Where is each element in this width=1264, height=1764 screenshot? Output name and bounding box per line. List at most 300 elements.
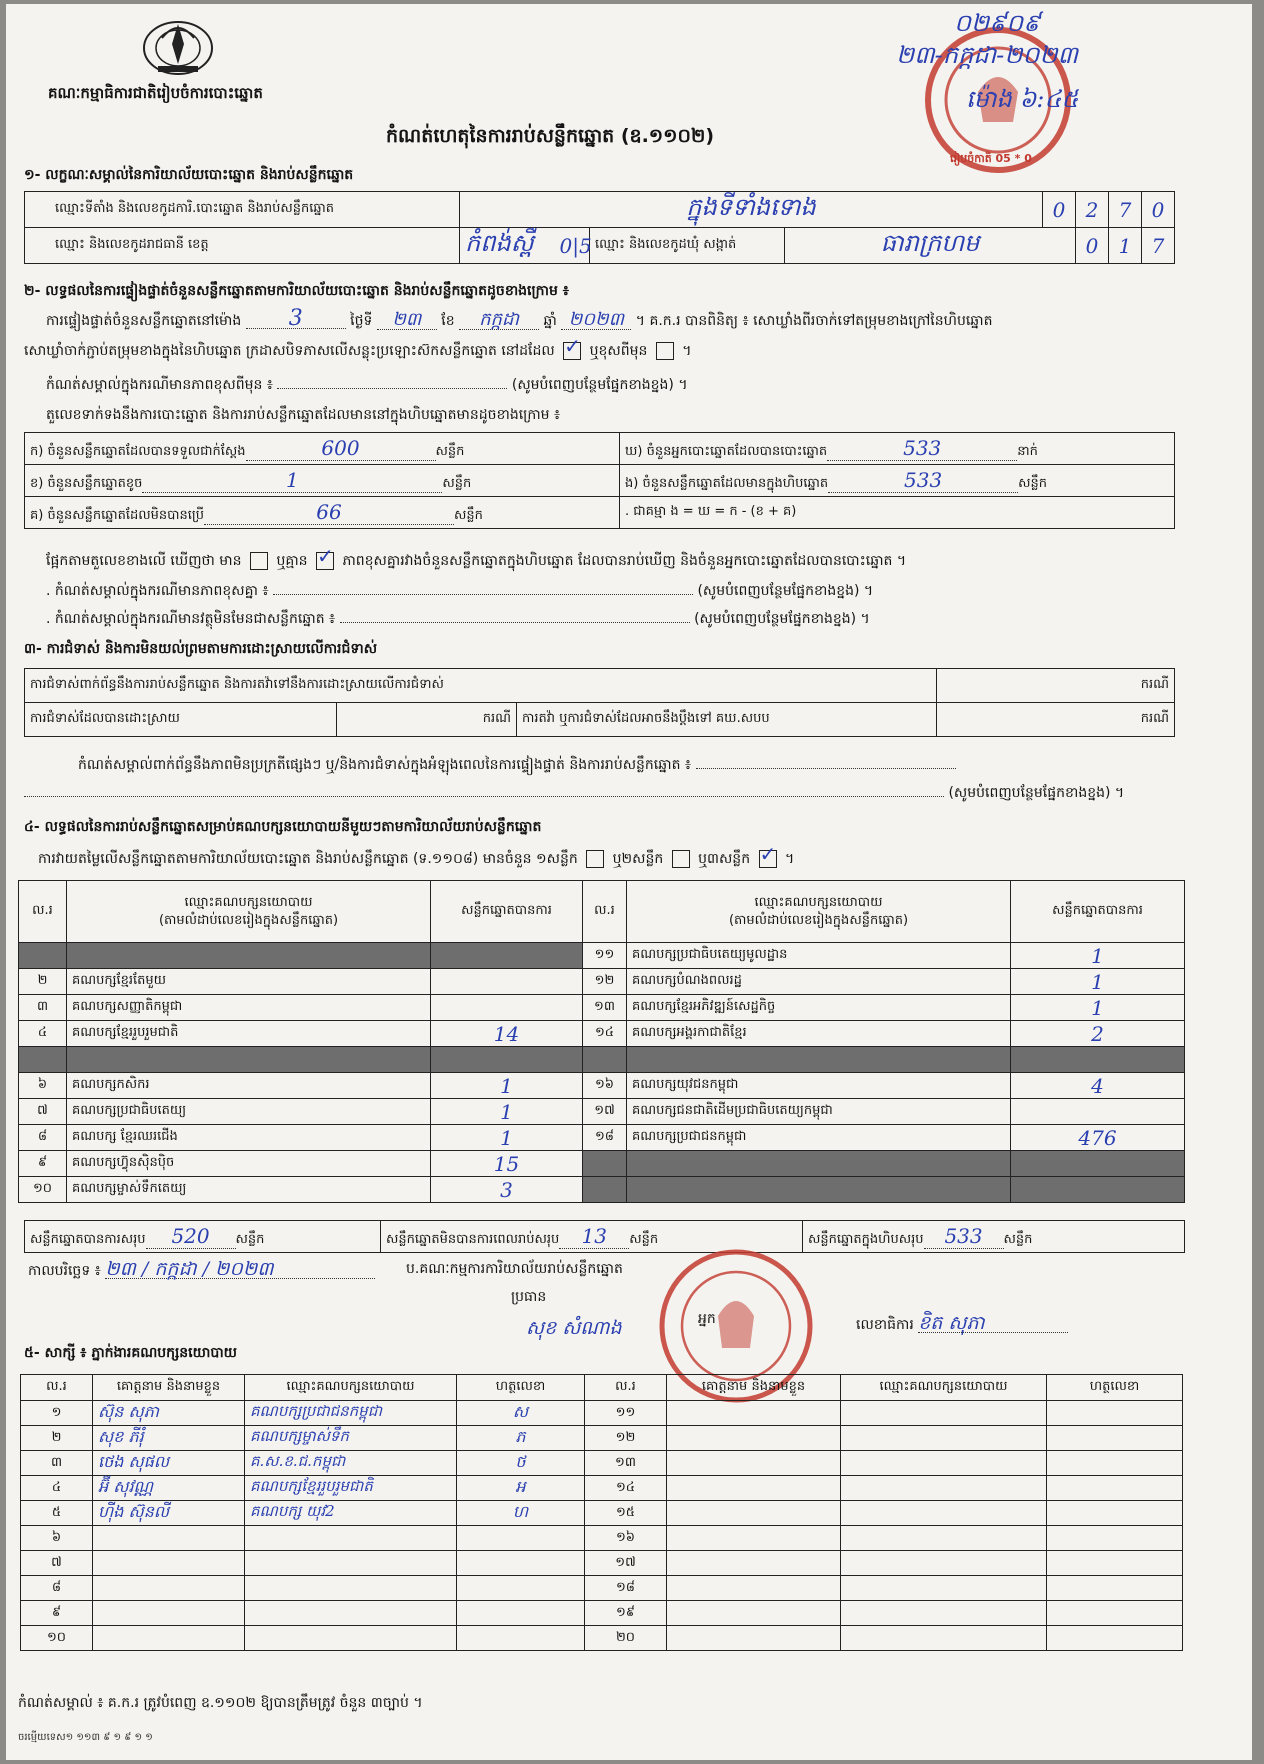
month-label: ខែ [441, 313, 455, 329]
party-votes [431, 1047, 583, 1073]
witness-name [667, 1426, 841, 1451]
three-sheets-checkbox[interactable] [759, 850, 777, 868]
witness-sign-header: ហត្ថលេខា [1047, 1375, 1183, 1401]
voters-voted-value: 533 [827, 436, 1017, 461]
party-number: ១៣ [583, 995, 627, 1021]
section1-heading: ១- លក្ខណៈសម្គាល់នៃការិយាល័យបោះឆ្នោត និងរាប់សន្លឹកឆ្នោត [24, 167, 354, 183]
box-total-value: 533 [924, 1224, 1004, 1249]
ballot-figures-table [24, 432, 1175, 529]
footer-code: ចរម្មើយទេស១ ១១៣ ៩ ១ ៩ ១ ១ [18, 1732, 153, 1743]
three-sheets-label: ឬ៣សន្លឹក [698, 851, 751, 867]
witness-party [841, 1401, 1047, 1426]
party-votes [1011, 1151, 1185, 1177]
date-value: ២៣ / កក្កដា / ២០២៣ [105, 1260, 375, 1279]
party-votes [431, 969, 583, 995]
party-votes: 15 [431, 1151, 583, 1177]
witness-signature [457, 1526, 585, 1551]
witness-number: ៥ [21, 1501, 93, 1526]
foreign-object-line [46, 610, 870, 628]
witness-party [841, 1526, 1047, 1551]
party-row [19, 943, 1185, 969]
party-votes: 2 [1011, 1021, 1185, 1047]
invalid-total-value: 13 [559, 1224, 629, 1249]
one-sheet-checkbox[interactable] [586, 850, 604, 868]
spoiled-ballots-label: ខ) ចំនួនសន្លឹកឆ្នោតខូច [30, 475, 143, 491]
party-votes: 1 [1011, 943, 1185, 969]
witness-name [667, 1451, 841, 1476]
witness-name [93, 1551, 245, 1576]
party-name [627, 1177, 1011, 1203]
witness-name: សុខ ភីរុំ [93, 1426, 245, 1451]
seal-status-text: សោឃ្លាំចាក់ភ្ជាប់តម្រុមខាងក្នុងនៃហិបឆ្នោត ក្រដាសបិទភាសលើសន្លុះប្រឡោះស៊កសន្លឹកឆ្នោត នៅដដែល [24, 343, 555, 359]
witness-name [667, 1626, 841, 1651]
witness-party [245, 1626, 457, 1651]
witness-signature: ហ [457, 1501, 585, 1526]
spoiled-ballots-cell [25, 465, 620, 497]
appeal-label: ការតវ៉ា ឬការជំទាស់ដែលអាចនឹងប្តឹងទៅ គឃ.សបប [517, 703, 937, 737]
spoiled-ballots-value: 1 [142, 468, 442, 493]
station-code-digit: 2 [1076, 192, 1109, 228]
party-name: គណបក្សខ្មែរអភិវឌ្ឍន៍សេដ្ឋកិច្ច [627, 995, 1011, 1021]
witness-number: ២០ [585, 1626, 667, 1651]
national-emblem-icon [138, 14, 218, 78]
witness-name [93, 1601, 245, 1626]
col-party-header [67, 881, 431, 943]
formula-cell: . ជាគម្មា ង = ឃ = ក - (ខ + គ) [620, 497, 1175, 529]
footer-note: កំណត់សម្គាល់ ៖ គ.ក.រ ត្រូវបំពេញ ឧ.១១០២ ឱ្យបានត្រឹមត្រូវ ចំនួន ៣ច្បាប់ ។ [18, 1695, 423, 1711]
discrepancy-no-checkbox[interactable] [316, 552, 334, 570]
witness-table [20, 1374, 1183, 1651]
totals-table [24, 1220, 1185, 1253]
verification-time-label: ការផ្ទៀងផ្ទាត់ចំនួនសន្លឹកឆ្នោតនៅម៉ោង [46, 313, 242, 329]
witness-name: ស៊ុន សុភា [93, 1401, 245, 1426]
unit: នាក់ [1017, 443, 1038, 459]
resolved-objection-label: ការជំទាស់ដែលបានដោះស្រាយ [25, 703, 337, 737]
col-party-title: ឈ្មោះគណបក្សនយោបាយ [754, 894, 883, 910]
seal-changed-label: ឬខុសពីមុន [589, 343, 648, 359]
station-code-digit: 0 [1142, 192, 1175, 228]
party-name: គណបក្សប្រជាធិបតេយ្យ [67, 1099, 431, 1125]
party-row [19, 1177, 1185, 1203]
witness-number: ១៨ [585, 1576, 667, 1601]
party-row [19, 995, 1185, 1021]
party-name [627, 1047, 1011, 1073]
ballots-received-label: ក) ចំនួនសន្លឹកឆ្នោតដែលបានទទួលជាក់ស្តែង [30, 443, 246, 459]
witness-signature [1047, 1451, 1183, 1476]
stamp-number: ០២៩០៩ [954, 9, 1041, 37]
seal-note-line [46, 376, 688, 394]
party-votes: 4 [1011, 1073, 1185, 1099]
party-number: ២ [19, 969, 67, 995]
party-row [19, 1099, 1185, 1125]
party-number [583, 1177, 627, 1203]
party-number [583, 1047, 627, 1073]
stamp-date: ២៣-កក្កដា-២០២៣ [896, 41, 1079, 69]
witness-number: ៨ [21, 1576, 93, 1601]
party-number: ១៦ [583, 1073, 627, 1099]
witness-signature [1047, 1601, 1183, 1626]
ballots-in-box-label: ង) ចំនួនសន្លឹកឆ្នោតដែលមានក្នុងហិបឆ្នោត [625, 475, 829, 491]
ballots-in-box-cell [620, 465, 1175, 497]
commune-code-digit: 0 [1076, 228, 1109, 264]
party-votes [1011, 1099, 1185, 1125]
witness-signature: ថ [457, 1451, 585, 1476]
valid-total-label: សន្លឹកឆ្នោតបានការសរុប [30, 1231, 146, 1247]
secretary-signature: ខិត សុភា [918, 1314, 1068, 1333]
party-name: គណបក្សខ្មែរតែមួយ [67, 969, 431, 995]
verification-time-line [46, 306, 993, 331]
tally-sheet-text: ការវាយតម្លៃលើសន្លឹកឆ្នោតតាមការិយាល័យបោះឆ្នោត និងរាប់សន្លឹកឆ្នោត (ទ.១១០៨) មានចំនួន ១សន្លឹក [38, 851, 578, 867]
witness-signature [1047, 1401, 1183, 1426]
witness-number: ៦ [21, 1526, 93, 1551]
witness-signature [1047, 1576, 1183, 1601]
witness-name [667, 1576, 841, 1601]
chair-label: ប្រធាន [511, 1289, 547, 1305]
witness-party-header: ឈ្មោះគណបក្សនយោបាយ [245, 1375, 457, 1401]
section2-heading: ២- លទ្ធផលនៃការផ្ទៀងផ្ទាត់ចំនួនសន្លឹកឆ្នោតតាមការិយាល័យបោះឆ្នោត និងរាប់សន្លឹកឆ្នោតដូចខាងក្រោម ៖ [24, 283, 569, 299]
difference-note-hint: (សូមបំពេញបន្ថែមផ្នែកខាងខ្នង) ។ [697, 583, 874, 599]
case-count-cell: ករណី [337, 703, 517, 737]
irregularity-note-line2 [24, 784, 1124, 802]
party-number [19, 1047, 67, 1073]
stamp-time: ម៉ោង ៦:៤៥ [966, 85, 1079, 113]
irregularity-note-hint: (សូមបំពេញបន្ថែមផ្នែកខាងខ្នង) ។ [948, 785, 1125, 801]
unit: សន្លឹក [435, 443, 465, 459]
witness-no-header: ល.រ [585, 1375, 667, 1401]
witness-name [667, 1526, 841, 1551]
party-votes: 1 [431, 1099, 583, 1125]
witness-signature: ភ [457, 1426, 585, 1451]
party-name: គណបក្សប្រជាធិបតេយ្យមូលដ្ឋាន [627, 943, 1011, 969]
party-number: ១៤ [583, 1021, 627, 1047]
objection-table [24, 668, 1175, 737]
party-number: ៦ [19, 1073, 67, 1099]
witness-signature: អ [457, 1476, 585, 1501]
col-votes-header: សន្លឹកឆ្នោតបានការ [1011, 881, 1185, 943]
discrepancy-no-label: ឬគ្មាន [276, 553, 308, 569]
witness-party [841, 1601, 1047, 1626]
secretary-line [856, 1314, 1068, 1334]
valid-total-value: 520 [146, 1224, 236, 1249]
witness-party [245, 1526, 457, 1551]
col-party-subtitle: (តាមលំដាប់លេខរៀងក្នុងសន្លឹកឆ្នោត) [728, 912, 909, 928]
witness-row [21, 1426, 1183, 1451]
party-number [583, 1151, 627, 1177]
seal-status-line: សោឃ្លាំចាក់ភ្ជាប់តម្រុមខាងក្នុងនៃហិបឆ្នោត ក្រដាសបិទភាសលើសន្លុះប្រឡោះស៊កសន្លឹកឆ្នោត នៅដដែល ✓ ឬខុសពីមុន ។ [24, 342, 692, 360]
witness-row [21, 1476, 1183, 1501]
witness-party-header: ឈ្មោះគណបក្សនយោបាយ [841, 1375, 1047, 1401]
verification-year: ២០២៣ [561, 311, 631, 330]
unused-ballots-cell [25, 497, 620, 529]
party-votes [431, 943, 583, 969]
unit: សន្លឹក [1003, 1231, 1033, 1247]
case-count-cell: ករណី [937, 669, 1175, 703]
col-party-header [627, 881, 1011, 943]
polling-station-label: ឈ្មោះទីតាំង និងលេខកូដការិ.បោះឆ្នោត និងរាប់សន្លឹកឆ្នោត [25, 192, 460, 228]
witness-party [245, 1601, 457, 1626]
box-total-cell [803, 1221, 1185, 1253]
stamp-ring-text: រៀបចំកាតិ 05 * 0 [950, 152, 1032, 165]
witness-row [21, 1526, 1183, 1551]
witness-name [667, 1601, 841, 1626]
objection-label: ការជំទាស់ពាក់ព័ន្ធនឹងការរាប់សន្លឹកឆ្នោត និងការតវ៉ាទៅនឹងការដោះស្រាយលើការជំទាស់ [25, 669, 937, 703]
witness-number: ១២ [585, 1426, 667, 1451]
party-name: គណបក្សកសិករ [67, 1073, 431, 1099]
section3-heading: ៣- ការជំទាស់ និងការមិនយល់ព្រមតាមការដោះស្រាយលើការជំទាស់ [24, 641, 378, 657]
form-title: កំណត់ហេតុនៃការរាប់សន្លឹកឆ្នោត (ឧ.១១០២) [386, 125, 715, 147]
party-votes: 1 [431, 1073, 583, 1099]
discrepancy-line [46, 552, 906, 570]
party-votes: 1 [1011, 969, 1185, 995]
party-number: ១០ [19, 1177, 67, 1203]
party-number: ៩ [19, 1151, 67, 1177]
witness-row [21, 1601, 1183, 1626]
party-name [627, 1151, 1011, 1177]
discrepancy-yes-checkbox[interactable] [250, 552, 268, 570]
party-number [19, 943, 67, 969]
difference-note-label: . កំណត់សម្គាល់ក្នុងករណីមានភាពខុសគ្នា ៖ [46, 583, 269, 599]
party-name: គណបក្សបំណងពលរដ្ឋ [627, 969, 1011, 995]
party-votes: 3 [431, 1177, 583, 1203]
party-name: គណបក្សអង្គរកាជាតិខ្មែរ [627, 1021, 1011, 1047]
box-total-label: សន្លឹកឆ្នោតក្នុងហិបសរុប [808, 1231, 924, 1247]
unused-ballots-value: 66 [204, 500, 454, 525]
witness-row [21, 1451, 1183, 1476]
witness-number: ៤ [21, 1476, 93, 1501]
seal-note-label: កំណត់សម្គាល់ក្នុងករណីមានភាពខុសពីមុន ៖ [46, 377, 273, 393]
witness-name-header: គោត្តនាម និងនាមខ្លួន [667, 1375, 841, 1401]
witness-row [21, 1576, 1183, 1601]
witness-signature [1047, 1526, 1183, 1551]
discrepancy-text: ភាពខុសគ្នារវាងចំនួនសន្លឹកឆ្នោតក្នុងហិបឆ្នោត ដែលបានរាប់ឃើញ និងចំនួនអ្នកបោះឆ្នោតដែលបានបោះឆ្នោត ។ [342, 553, 907, 569]
valid-total-cell [25, 1221, 381, 1253]
party-row [19, 969, 1185, 995]
witness-name-header: គោត្តនាម និងនាមខ្លួន [93, 1375, 245, 1401]
difference-note-line [46, 582, 873, 600]
unused-ballots-label: គ) ចំនួនសន្លឹកឆ្នោតដែលមិនបានប្រើ [30, 507, 204, 523]
province-code-digit: 0 [559, 233, 573, 258]
witness-name [667, 1476, 841, 1501]
party-name [67, 943, 431, 969]
irregularity-note-label: កំណត់សម្គាល់ពាក់ព័ន្ធនឹងភាពមិនប្រក្រតីផ្សេងៗ ឬ/និងការជំទាស់ក្នុងអំឡុងពេលនៃការផ្ទៀងផ្ទាត់ និងការរាប់សន្លឹកឆ្នោត ៖ [78, 757, 692, 773]
province-code-digit: 5 [578, 233, 592, 258]
witness-signature [457, 1576, 585, 1601]
voters-voted-label: ឃ) ចំនួនអ្នកបោះឆ្នោតដែលបានបោះឆ្នោត [625, 443, 828, 459]
witness-row [21, 1501, 1183, 1526]
section5-heading: ៥- សាក្សី ៖ ភ្នាក់ងារគណបក្សនយោបាយ [24, 1345, 238, 1361]
witness-signature [1047, 1476, 1183, 1501]
commune-label: ឈ្មោះ និងលេខកូដឃុំ សង្កាត់ [590, 228, 785, 264]
witness-party [841, 1501, 1047, 1526]
authority-name: គណៈកម្មាធិការជាតិរៀបចំការបោះឆ្នោត [48, 84, 263, 102]
seal-note-hint: (សូមបំពេញបន្ថែមផ្នែកខាងខ្នង) ។ [511, 377, 688, 393]
party-votes: 14 [431, 1021, 583, 1047]
witness-party: គ.ស.ខ.ជ.កម្ពុជា [245, 1451, 457, 1476]
foreign-object-label: . កំណត់សម្គាល់ក្នុងករណីមានវត្ថុមិនមែនជាសន្លឹកឆ្នោត ៖ [46, 611, 336, 627]
witness-signature: ស [457, 1401, 585, 1426]
witness-name: ថេង សុផល [93, 1451, 245, 1476]
witness-party [841, 1476, 1047, 1501]
party-number: ១៧ [583, 1099, 627, 1125]
col-no-header: ល.រ [19, 881, 67, 943]
col-party-subtitle: (តាមលំដាប់លេខរៀងក្នុងសន្លឹកឆ្នោត) [158, 912, 339, 928]
witness-number: ១ [21, 1401, 93, 1426]
chair-signature: សុខ សំណាង [526, 1317, 622, 1339]
witness-number: ១៧ [585, 1551, 667, 1576]
witness-signature [457, 1626, 585, 1651]
witness-name [667, 1401, 841, 1426]
party-number: ៧ [19, 1099, 67, 1125]
party-name: គណបក្សយុវជនកម្ពុជា [627, 1073, 1011, 1099]
commune-code-digit: 1 [1109, 228, 1142, 264]
witness-name [667, 1551, 841, 1576]
commune-name: ធារាក្រហម [785, 228, 1076, 264]
year-label: ឆ្នាំ [543, 313, 557, 329]
province-label: ឈ្មោះ និងលេខកូដរាជធានី ខេត្ត [25, 228, 460, 264]
two-sheets-checkbox[interactable] [672, 850, 690, 868]
station-code-digit: 0 [1043, 192, 1076, 228]
verification-month: កក្កដា [459, 311, 539, 330]
witness-number: ១០ [21, 1626, 93, 1651]
party-number: ៤ [19, 1021, 67, 1047]
witness-row [21, 1626, 1183, 1651]
witness-party: គណបក្ស យុវ2 [245, 1501, 457, 1526]
witness-number: ១៣ [585, 1451, 667, 1476]
witness-name [93, 1526, 245, 1551]
party-votes [431, 995, 583, 1021]
party-votes: 476 [1011, 1125, 1185, 1151]
party-name: គណបក្សម្ចាស់ទឹកតេយ្យ [67, 1177, 431, 1203]
witness-name [667, 1501, 841, 1526]
unit: សន្លឹក [1018, 475, 1048, 491]
witness-party [841, 1551, 1047, 1576]
irregularity-note-line [78, 756, 956, 774]
foreign-object-hint: (សូមបំពេញបន្ថែមផ្នែកខាងខ្នង) ។ [694, 611, 870, 627]
tally-sheet-line: ការវាយតម្លៃលើសន្លឹកឆ្នោតតាមការិយាល័យបោះឆ្នោត និងរាប់សន្លឹកឆ្នោត (ទ.១១០៨) មានចំនួន ១សន្លឹក ឬ២សន្លឹក ឬ៣សន្លឹក ✓ ។ [38, 850, 794, 868]
verification-day: ២៣ [377, 311, 437, 330]
section4-heading: ៤- លទ្ធផលនៃការរាប់សន្លឹកឆ្នោតសម្រាប់គណបក្សនយោបាយនីមួយៗតាមការិយាល័យរាប់សន្លឹកឆ្នោត [24, 819, 542, 835]
party-votes: 1 [431, 1125, 583, 1151]
unit: សន្លឹក [454, 507, 483, 523]
province-code: 0|5 [560, 228, 590, 264]
party-name: គណបក្សសញ្ញាតិកម្ពុជា [67, 995, 431, 1021]
case-count-cell: ករណី [937, 703, 1175, 737]
party-name: គណបក្សខ្មែររួបរួមជាតិ [67, 1021, 431, 1047]
seal-changed-checkbox[interactable] [656, 342, 674, 360]
party-results-table [18, 880, 1185, 1203]
witness-party: គណបក្សប្រជាជនកម្ពុជា [245, 1401, 457, 1426]
province-name: កំពង់ស្ពឺ [460, 228, 560, 264]
party-name: គណបក្សហ៊្វុនស៊ិនប៉ិច [67, 1151, 431, 1177]
witness-party [245, 1551, 457, 1576]
ballots-in-box-value: 533 [828, 468, 1018, 493]
col-no-header: ល.រ [583, 881, 627, 943]
witness-number: ១៥ [585, 1501, 667, 1526]
witness-signature [457, 1601, 585, 1626]
witness-party: គណបក្សខ្មែររួបរួមជាតិ [245, 1476, 457, 1501]
witness-signature [457, 1551, 585, 1576]
witness-row [21, 1401, 1183, 1426]
party-votes [1011, 1047, 1185, 1073]
party-name: គណបក្សប្រជាជនកម្ពុជា [627, 1125, 1011, 1151]
party-number: ១១ [583, 943, 627, 969]
witness-signature [1047, 1626, 1183, 1651]
witness-number: ២ [21, 1426, 93, 1451]
discrepancy-label: ផ្អែកតាមតួលេខខាងលើ ឃើញថា មាន [46, 553, 242, 569]
party-row [19, 1073, 1185, 1099]
polling-station-name: ក្នុងទីទាំងទោង [460, 192, 1043, 228]
witness-number: ៣ [21, 1451, 93, 1476]
party-number: ៨ [19, 1125, 67, 1151]
unit: សន្លឹក [235, 1231, 265, 1247]
witness-party [841, 1576, 1047, 1601]
party-row [19, 1047, 1185, 1073]
ballot-count-form [6, 4, 1252, 1760]
unit: សន្លឹក [442, 475, 472, 491]
witness-number: ៩ [21, 1601, 93, 1626]
witness-number: ១៦ [585, 1526, 667, 1551]
date-label: កាលបរិច្ឆេទ ៖ [28, 1263, 101, 1279]
ballots-received-cell [25, 433, 620, 465]
witness-name [93, 1626, 245, 1651]
two-sheets-label: ឬ២សន្លឹក [612, 851, 664, 867]
witness-name: អ៊ី សុវណ្ណ [93, 1476, 245, 1501]
witness-number: ១៩ [585, 1601, 667, 1626]
verification-hour: 3 [246, 310, 346, 329]
invalid-total-label: សន្លឹកឆ្នោតមិនបានការពេលរាប់សរុប [386, 1231, 560, 1247]
witness-number: ១១ [585, 1401, 667, 1426]
witness-row [21, 1551, 1183, 1576]
verification-result-text: ។ គ.ក.រ បានពិនិត្យ ៖ សោឃ្លាំងពីរចាក់ទៅតម្រុមខាងក្រៅនៃហិបឆ្នោត [635, 313, 993, 329]
witness-party [841, 1426, 1047, 1451]
unit: សន្លឹក [629, 1231, 659, 1247]
witness-name [93, 1576, 245, 1601]
party-number: ៣ [19, 995, 67, 1021]
witness-no-header: ល.រ [21, 1375, 93, 1401]
party-name: គណបក្ស ខ្មែរឈរជើង [67, 1125, 431, 1151]
party-row [19, 1151, 1185, 1177]
party-number: ១៨ [583, 1125, 627, 1151]
witness-signature [1047, 1501, 1183, 1526]
witness-party [245, 1576, 457, 1601]
day-label: ថ្ងៃទី [350, 313, 373, 329]
station-code-digit: 7 [1109, 192, 1142, 228]
witness-number: ៧ [21, 1551, 93, 1576]
witness-sign-header: ហត្ថលេខា [457, 1375, 585, 1401]
ballots-received-value: 600 [246, 436, 436, 461]
secretary-label: លេខាធិការ [856, 1317, 914, 1333]
commune-code-digit: 7 [1142, 228, 1175, 264]
seal-same-checkbox[interactable] [563, 342, 581, 360]
witness-name: ហ៊ីង ស៊ុនលី [93, 1501, 245, 1526]
figures-intro: តួលេខទាក់ទងនឹងការបោះឆ្នោត និងការរាប់សន្លឹកឆ្នោតដែលមាននៅក្នុងហិបឆ្នោតមានដូចខាងក្រោម ៖ [46, 407, 561, 423]
party-votes: 1 [1011, 995, 1185, 1021]
party-number: ១២ [583, 969, 627, 995]
member-label: អ្នក [698, 1311, 716, 1327]
voters-voted-cell [620, 433, 1175, 465]
witness-party [841, 1626, 1047, 1651]
party-row [19, 1021, 1185, 1047]
date-line [28, 1260, 375, 1280]
party-row [19, 1125, 1185, 1151]
witness-signature [1047, 1426, 1183, 1451]
party-votes [1011, 1177, 1185, 1203]
witness-signature [1047, 1551, 1183, 1576]
col-party-title: ឈ្មោះគណបក្សនយោបាយ [184, 894, 313, 910]
party-name [67, 1047, 431, 1073]
witness-party [841, 1451, 1047, 1476]
witness-party: គណបក្សម្ចាស់ទឹក [245, 1426, 457, 1451]
